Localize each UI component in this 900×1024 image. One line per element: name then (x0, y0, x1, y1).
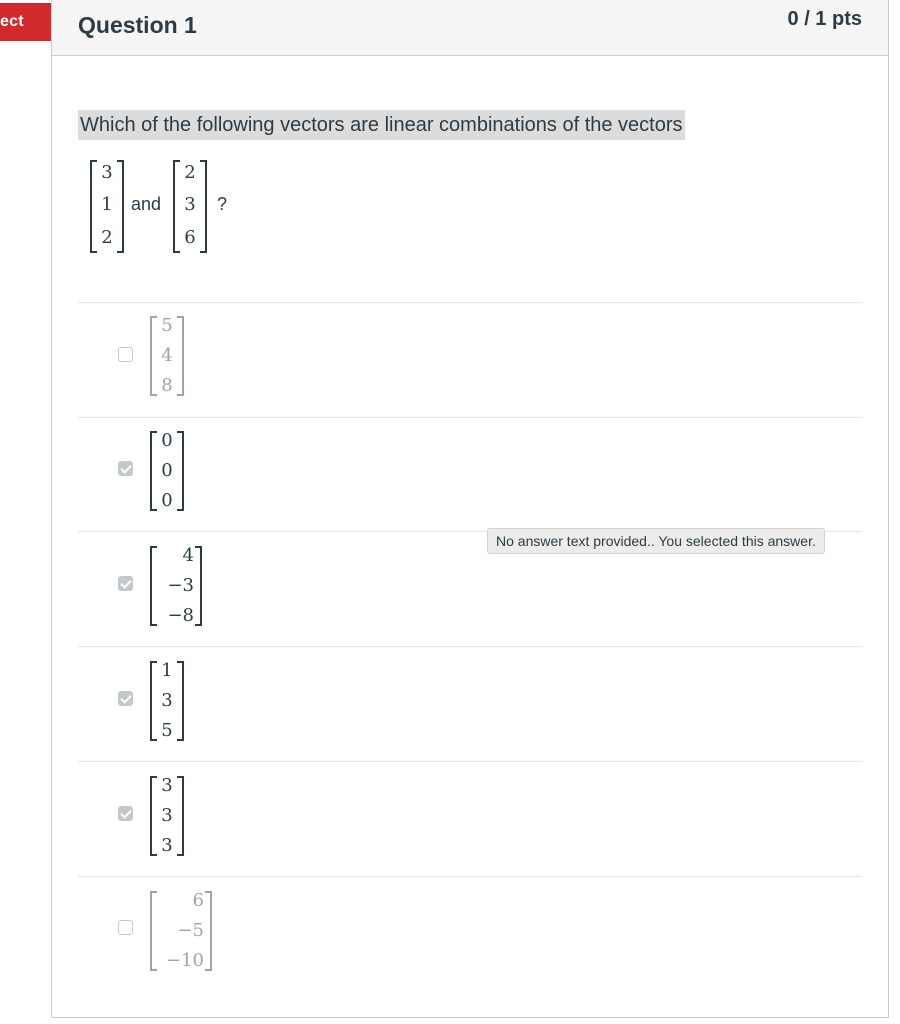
answer-checkbox-1[interactable] (118, 347, 133, 362)
answer-6-entry-2: −5 (177, 920, 204, 941)
question-points: 0 / 1 pts (787, 8, 862, 30)
answer-4-entry-2: 3 (161, 690, 173, 711)
answer-5-entry-1: 3 (161, 775, 173, 796)
answer-checkbox-2[interactable] (118, 461, 133, 476)
question-mark: ? (217, 194, 228, 214)
answer-vector-6 (150, 891, 212, 971)
vector-a-entry-3: 2 (101, 227, 113, 248)
answer-3-entry-3: −8 (167, 605, 194, 626)
answer-3-entry-2: −3 (167, 575, 194, 596)
answer-checkbox-3[interactable] (118, 576, 133, 591)
question-text: Which of the following vectors are linear combinations of the vectors (78, 110, 685, 140)
answer-2-entry-2: 0 (161, 460, 173, 481)
answer-vector-2 (150, 431, 184, 511)
result-flag-label: ect (0, 13, 24, 30)
answer-4-entry-3: 5 (161, 720, 173, 741)
question-vector-a (90, 160, 124, 253)
question-card (51, 0, 889, 1018)
answer-1-entry-2: 4 (161, 345, 173, 366)
answer-divider (78, 761, 862, 762)
question-header (52, 0, 888, 56)
question-vector-b (173, 160, 207, 253)
vector-a-entry-2: 1 (101, 194, 113, 215)
vector-b-entry-3: 6 (184, 227, 196, 248)
answer-4-entry-1: 1 (161, 660, 173, 681)
answer-divider (78, 876, 862, 877)
answer-1-entry-1: 5 (161, 315, 173, 336)
answer-checkbox-4[interactable] (118, 691, 133, 706)
answer-checkbox-5[interactable] (118, 806, 133, 821)
answer-divider (78, 417, 862, 418)
answer-1-entry-3: 8 (161, 375, 173, 396)
answer-3-entry-1: 4 (182, 545, 194, 566)
answer-vector-3 (150, 546, 202, 626)
vector-a-entry-1: 3 (101, 162, 113, 183)
and-word: and (131, 194, 162, 214)
answer-6-entry-1: 6 (192, 890, 204, 911)
answer-divider (78, 646, 862, 647)
question-title: Question 1 (78, 12, 197, 38)
answer-2-entry-3: 0 (161, 490, 173, 511)
vector-b-entry-1: 2 (184, 162, 196, 183)
answer-5-entry-2: 3 (161, 805, 173, 826)
answer-tooltip: No answer text provided.. You selected this answer. (487, 528, 825, 554)
answer-vector-4 (150, 661, 184, 741)
vector-b-entry-2: 3 (184, 194, 196, 215)
answer-vector-5 (150, 776, 184, 856)
answer-5-entry-3: 3 (161, 835, 173, 856)
answer-divider (78, 302, 862, 303)
answer-6-entry-3: −10 (166, 950, 204, 971)
answer-checkbox-6[interactable] (118, 920, 133, 935)
answer-vector-1 (150, 316, 184, 396)
answer-2-entry-1: 0 (161, 430, 173, 451)
